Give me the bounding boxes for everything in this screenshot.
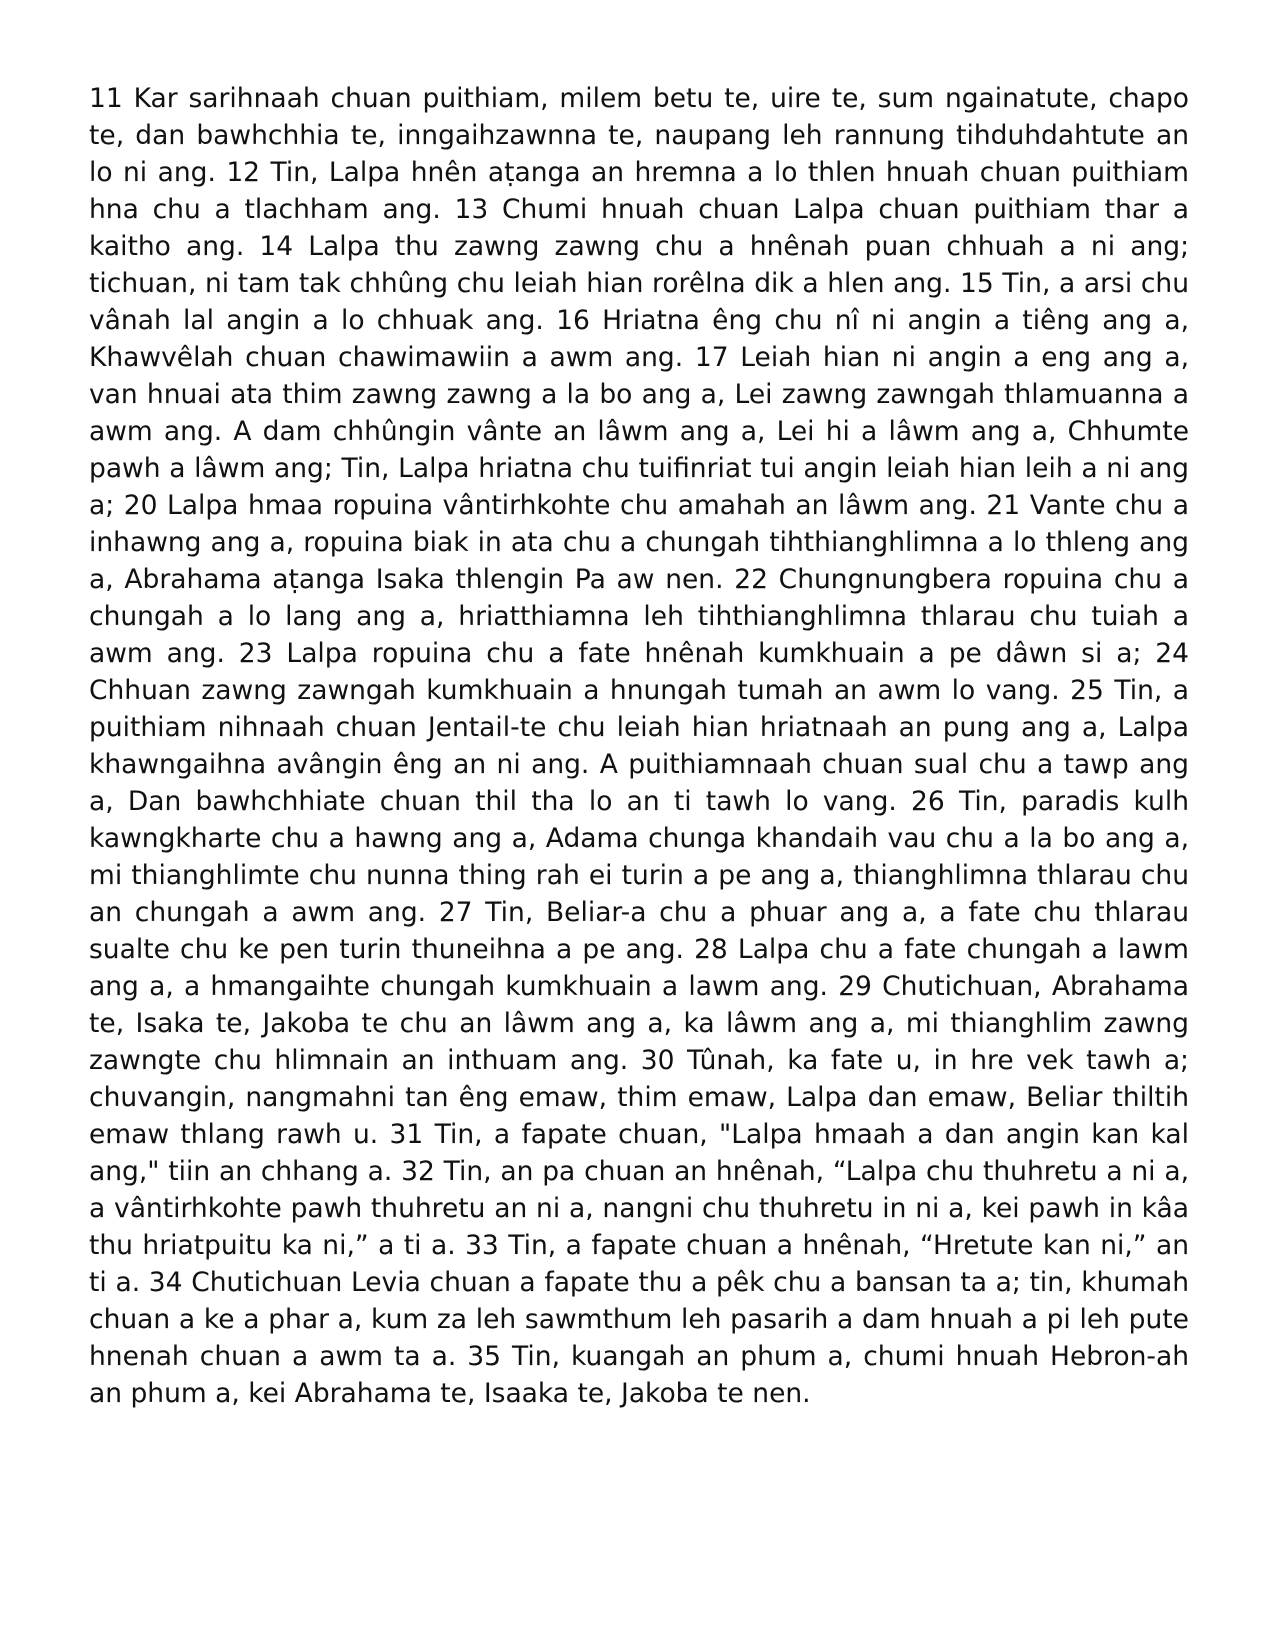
- body-paragraph: 11 Kar sarihnaah chuan puithiam, milem betu te, uire te, sum ngainatute, chapo te, dan bawhchhia te, inngaihzawnna te, naupang leh rannung tihduhdahtute an lo ni ang. 12 Tin, Lalpa hnên aṭanga an hremna a lo thlen hnuah chuan puithiam hna chu a tlachham ang. 13 Chumi hnuah chuan Lalpa chuan puithiam thar a kaitho ang. 14 Lalpa thu zawng zawng chu a hnênah puan chhuah a ni ang; tichuan, ni tam tak chhûng chu leiah hian rorêlna dik a hlen ang. 15 Tin, a arsi chu vânah lal angin a lo chhuak ang. 16 Hriatna êng chu nî ni angin a tiêng ang a, Khawvêlah chuan chawimawiin a awm ang. 17 Leiah hian ni angin a eng ang a, van hnuai ata thim zawng zawng a la bo ang a, Lei zawng zawngah thlamuanna a awm ang. A dam chhûngin vânte an lâwm ang a, Lei hi a lâwm ang a, Chhumte pawh a lâwm ang; Tin, Lalpa hriatna chu tuifinriat tui angin leiah hian leih a ni ang a; 20 Lalpa hmaa ropuina vântirhkohte chu amahah an lâwm ang. 21 Vante chu a inhawng ang a, ropuina biak in ata chu a chungah tihthianghlimna a lo thleng ang a, Abrahama aṭanga Isaka thlengin Pa aw nen. 22 Chungnungbera ropuina chu a chungah a lo lang ang a, hriatthiamna leh tihthianghlimna thlarau chu tuiah a awm ang. 23 Lalpa ropuina chu a fate hnênah kumkhuain a pe dâwn si a; 24 Chhuan zawng zawngah kumkhuain a hnungah tumah an awm lo vang. 25 Tin, a puithiam nihnaah chuan Jentail-te chu leiah hian hriatnaah an pung ang a, Lalpa khawngaihna avângin êng an ni ang. A puithiamnaah chuan sual chu a tawp ang a, Dan bawhchhiate chuan thil tha lo an ti tawh lo vang. 26 Tin, paradis kulh kawngkharte chu a hawng ang a, Adama chunga khandaih vau chu a la bo ang a, mi thianghlimte chu nunna thing rah ei turin a pe ang a, thianghlimna thlarau chu an chungah a awm ang. 27 Tin, Beliar-a chu a phuar ang a, a fate chu thlarau sualte chu ke pen turin thuneihna a pe ang. 28 Lalpa chu a fate chungah a lawm ang a, a hmangaihte chungah kumkhuain a lawm ang. 29 Chutichuan, Abrahama te, Isaka te, Jakoba te chu an lâwm ang a, ka lâwm ang a, mi thianghlim zawng zawngte chu hlimnain an inthuam ang. 30 Tûnah, ka fate u, in hre vek tawh a; chuvangin, nangmahni tan êng emaw, thim emaw, Lalpa dan emaw, Beliar thiltih emaw thlang rawh u. 31 Tin, a fapate chuan, "Lalpa hmaah a dan angin kan kal ang," tiin an chhang a. 32 Tin, an pa chuan an hnênah, “Lalpa chu thuhretu a ni a, a vântirhkohte pawh thuhretu an ni a, nangni chu thuhretu in ni a, kei pawh in kâa thu hriatpuitu ka ni,” a ti a. 33 Tin, a fapate chuan a hnênah, “Hretute kan ni,” an ti a. 34 Chutichuan Levia chuan a fapate thu a pêk chu a bansan ta a; tin, khumah chuan a ke a phar a, kum za leh sawmthum leh pasarih a dam hnuah a pi leh pute hnenah chuan a awm ta a. 35 Tin, kuangah an phum a, chumi hnuah Hebron-ah an phum a, kei Abrahama te, Isaaka te, Jakoba te nen.: [89, 83, 1189, 1409]
- document-page: [89, 80, 1189, 1412]
